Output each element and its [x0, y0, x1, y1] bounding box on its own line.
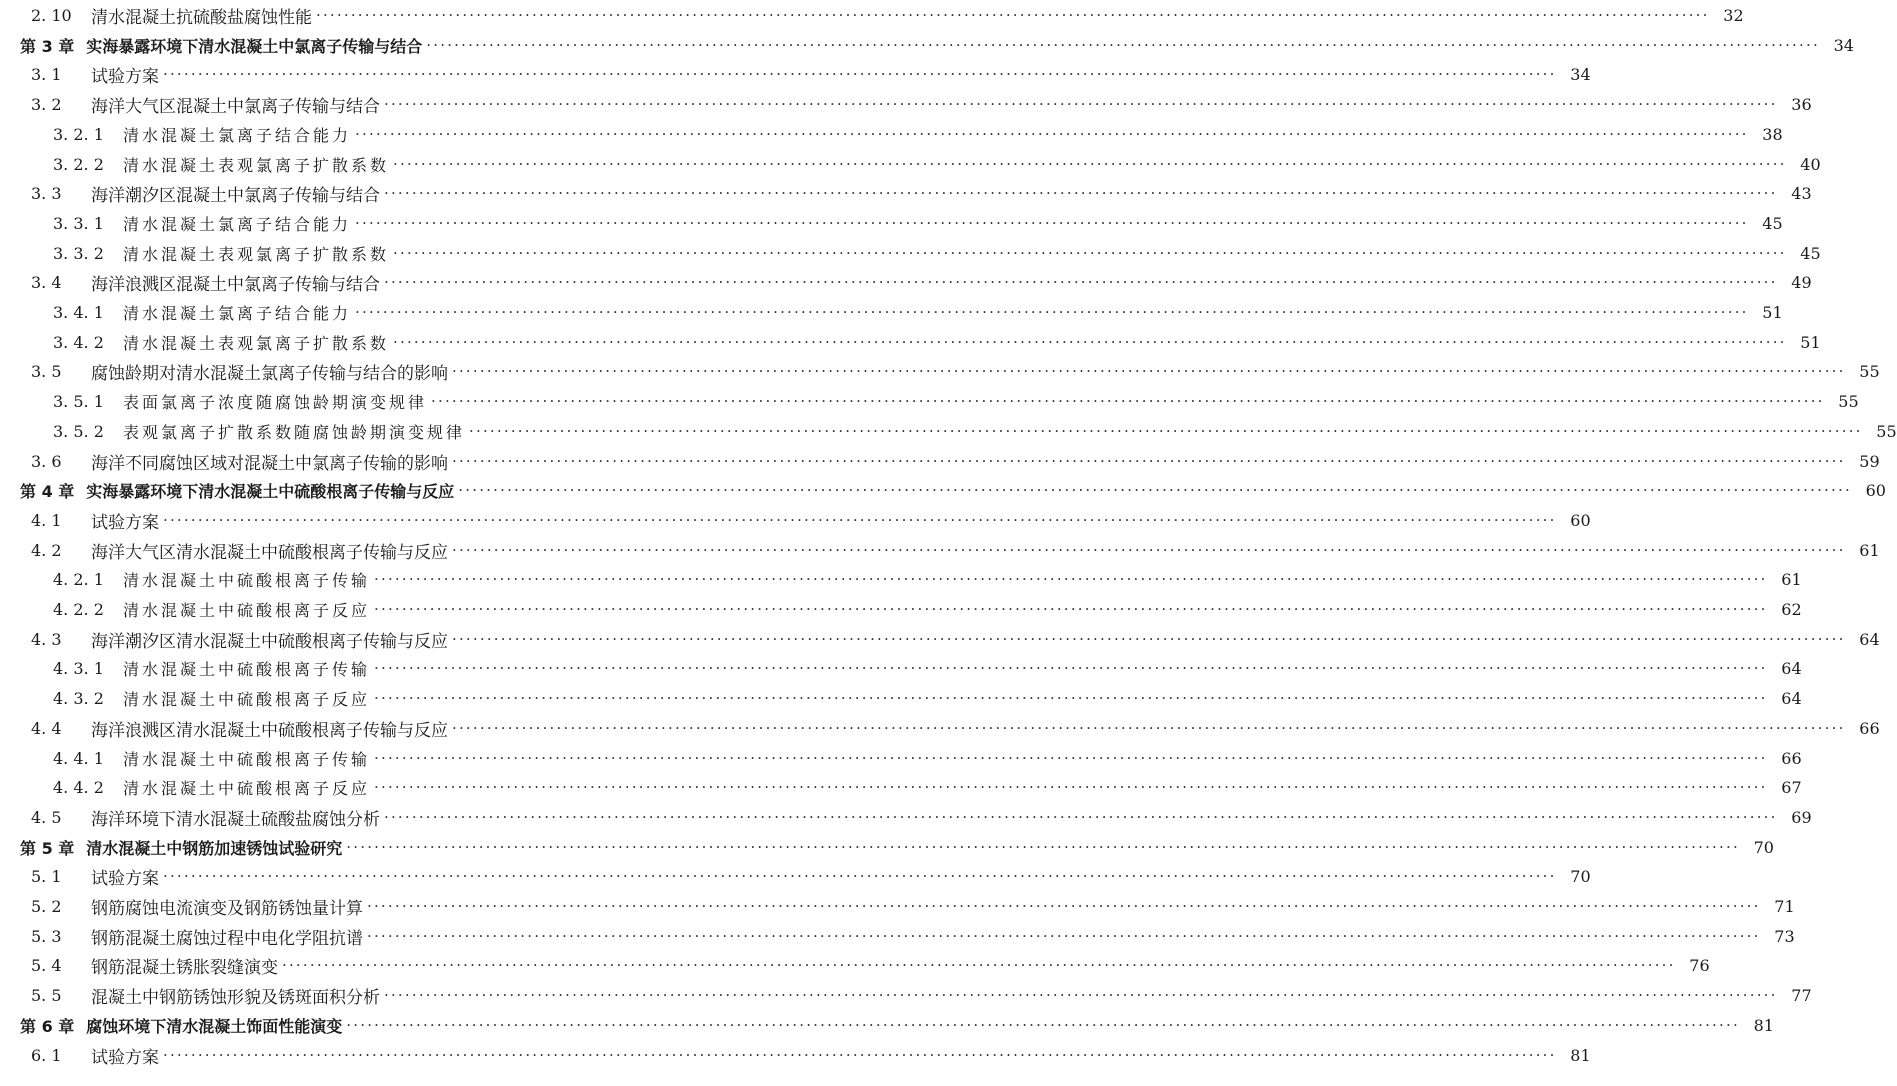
toc-entry [0, 1, 1744, 30]
toc-entry-title: 试验方案 [91, 1047, 159, 1068]
toc-entry-page: 55 [1876, 421, 1897, 441]
toc-entry-page: 34 [1570, 65, 1591, 85]
toc-entry-page: 62 [1781, 600, 1802, 619]
toc-entry [0, 239, 1821, 268]
toc-entry-page: 64 [1781, 689, 1802, 709]
toc-entry-title: 试验方案 [91, 67, 159, 88]
toc-entry [0, 892, 1795, 921]
toc-entry-number: 5. 2 [31, 897, 62, 916]
toc-entry-page: 61 [1859, 540, 1880, 560]
toc-entry [0, 714, 1880, 743]
toc-entry-title: 清水混凝土表观氯离子扩散系数 [123, 244, 390, 264]
toc-entry [0, 536, 1880, 565]
toc-entry-title: 钢筋腐蚀电流演变及钢筋锈蚀量计算 [91, 899, 363, 919]
toc-leader-dots: ········································································································································································································ [426, 35, 1820, 54]
toc-entry-number: 4. 3. 2 [53, 689, 104, 709]
toc-entry [0, 922, 1795, 951]
toc-entry-title: 海洋浪溅区混凝土中氯离子传输与结合 [91, 275, 380, 296]
toc-entry-page: 51 [1762, 303, 1783, 322]
toc-entry [0, 1041, 1591, 1070]
toc-entry-title: 海洋大气区混凝土中氯离子传输与结合 [91, 97, 380, 118]
toc-entry-page: 34 [1833, 35, 1854, 55]
toc-entry-number: 3. 1 [31, 65, 62, 85]
toc-leader-dots: ········································································································································································································ [374, 748, 1768, 767]
toc-entry-number: 3. 3. 1 [53, 213, 104, 233]
toc-entry [0, 90, 1812, 119]
toc-entry-page: 59 [1859, 451, 1880, 471]
toc-entry [0, 803, 1812, 832]
toc-entry-page: 64 [1859, 629, 1880, 649]
toc-entry-number: 3. 2. 1 [53, 124, 104, 144]
toc-leader-dots: ········································································································································································································ [346, 1015, 1740, 1034]
toc-entry-page: 55 [1859, 362, 1880, 382]
toc-entry-page: 38 [1762, 124, 1783, 144]
toc-entry-title: 清水混凝土中硫酸根离子反应 [123, 779, 371, 799]
toc-entry-page: 55 [1838, 392, 1859, 412]
toc-leader-dots: ········································································································································································································ [367, 897, 1761, 915]
toc-entry [0, 60, 1591, 89]
toc-entry-number: 3. 4. 1 [53, 303, 104, 322]
toc-entry-title: 清水混凝土氯离子结合能力 [123, 214, 352, 234]
toc-leader-dots: ········································································································································································································ [469, 421, 1863, 440]
toc-entry-title: 清水混凝土表观氯离子扩散系数 [123, 155, 390, 175]
toc-entry-title: 试验方案 [91, 869, 159, 890]
toc-entry [0, 417, 1897, 446]
toc-entry-title: 腐蚀环境下清水混凝土饰面性能演变 [86, 1016, 343, 1036]
toc-entry-page: 40 [1800, 154, 1821, 174]
toc-entry-number: 3. 6 [31, 451, 62, 471]
toc-entry-title: 清水混凝土中硫酸根离子反应 [123, 690, 371, 710]
toc-leader-dots: ········································································································································································································ [374, 778, 1768, 797]
toc-entry-number: 3. 3 [31, 184, 62, 204]
toc-entry-number: 4. 2 [31, 540, 62, 560]
toc-entry [0, 744, 1802, 773]
toc-entry-page: 60 [1570, 510, 1591, 530]
toc-leader-dots: ········································································································································································································ [452, 718, 1846, 737]
toc-entry-page: 77 [1791, 986, 1812, 1006]
toc-leader-dots: ········································································································································································································ [393, 243, 1787, 262]
toc-entry-number: 4. 2. 1 [53, 570, 104, 590]
toc-chapter-entry [0, 833, 1774, 862]
toc-entry-number: 4. 3. 1 [53, 659, 104, 679]
toc-entry-number: 4. 4 [31, 718, 62, 738]
toc-leader-dots: ········································································································································································································ [355, 303, 1749, 321]
toc-leader-dots: ········································································································································································································ [374, 689, 1768, 708]
toc-entry-title: 清水混凝土抗硫酸盐腐蚀性能 [91, 8, 312, 28]
toc-entry-number: 第 4 章 [20, 482, 75, 502]
toc-entry-title: 腐蚀龄期对清水混凝土氯离子传输与结合的影响 [91, 364, 448, 385]
toc-entry-number: 4. 2. 2 [53, 600, 104, 619]
toc-leader-dots: ········································································································································································································ [163, 1045, 1557, 1064]
toc-leader-dots: ········································································································································································································ [346, 837, 1740, 856]
toc-entry-number: 4. 5 [31, 807, 62, 827]
toc-entry-number: 3. 5. 1 [53, 392, 104, 412]
toc-leader-dots: ········································································································································································································ [355, 213, 1749, 232]
toc-entry-title: 海洋潮汐区清水混凝土中硫酸根离子传输与反应 [91, 631, 448, 652]
toc-chapter-entry [0, 476, 1886, 505]
toc-entry [0, 654, 1802, 683]
toc-entry-page: 66 [1859, 718, 1880, 738]
toc-entry-page: 64 [1781, 659, 1802, 679]
toc-entry-number: 4. 1 [31, 510, 62, 530]
toc-leader-dots: ········································································································································································································ [384, 807, 1778, 826]
toc-entry [0, 862, 1591, 891]
toc-entry-title: 实海暴露环境下清水混凝土中硫酸根离子传输与反应 [86, 482, 455, 502]
toc-entry-title: 海洋环境下清水混凝土硫酸盐腐蚀分析 [91, 809, 380, 830]
toc-entry-number: 3. 4 [31, 273, 62, 293]
toc-leader-dots: ········································································································································································································ [384, 273, 1778, 292]
toc-entry-page: 70 [1570, 867, 1591, 887]
toc-entry-page: 32 [1723, 6, 1744, 25]
toc-entry-page: 45 [1762, 213, 1783, 233]
toc-leader-dots: ········································································································································································································ [393, 154, 1787, 173]
toc-leader-dots: ········································································································································································································ [374, 659, 1768, 678]
toc-entry-number: 4. 4. 2 [53, 778, 104, 798]
toc-entry [0, 684, 1802, 713]
toc-entry-page: 45 [1800, 243, 1821, 263]
toc-entry-number: 4. 3 [31, 629, 62, 649]
toc-entry-title: 试验方案 [91, 512, 159, 533]
toc-entry-number: 3. 5 [31, 362, 62, 382]
toc-leader-dots: ········································································································································································································ [355, 124, 1749, 143]
toc-leader-dots: ········································································································································································································ [452, 629, 1846, 648]
toc-entry-page: 81 [1753, 1015, 1774, 1035]
toc-entry [0, 179, 1812, 208]
toc-entry-title: 清水混凝土中钢筋加速锈蚀试验研究 [86, 838, 343, 858]
toc-entry [0, 387, 1859, 416]
toc-leader-dots: ········································································································································································································ [384, 986, 1778, 1005]
toc-entry-title: 钢筋混凝土腐蚀过程中电化学阻抗谱 [91, 928, 363, 949]
toc-entry-page: 36 [1791, 95, 1812, 115]
toc-entry-title: 实海暴露环境下清水混凝土中氯离子传输与结合 [86, 36, 423, 56]
toc-entry [0, 565, 1802, 594]
toc-entry-title: 清水混凝土中硫酸根离子传输 [123, 749, 371, 769]
toc-entry-title: 海洋浪溅区清水混凝土中硫酸根离子传输与反应 [91, 720, 448, 741]
toc-entry-number: 3. 3. 2 [53, 243, 104, 263]
toc-entry-number: 第 3 章 [20, 36, 75, 56]
toc-leader-dots: ········································································································································································································ [163, 65, 1557, 84]
toc-leader-dots: ········································································································································································································ [163, 867, 1557, 886]
toc-entry-number: 2. 10 [31, 6, 72, 25]
toc-leader-dots: ········································································································································································································ [384, 184, 1778, 203]
toc-entry-page: 70 [1753, 837, 1774, 857]
toc-leader-dots: ········································································································································································································ [316, 6, 1710, 24]
toc-leader-dots: ········································································································································································································ [393, 332, 1787, 351]
toc-entry-page: 61 [1781, 570, 1802, 590]
toc-entry-number: 3. 4. 2 [53, 332, 104, 352]
toc-entry-title: 钢筋混凝土锈胀裂缝演变 [91, 958, 278, 979]
toc-chapter-entry [0, 31, 1854, 60]
toc-entry-title: 清水混凝土表观氯离子扩散系数 [123, 333, 390, 353]
toc-leader-dots: ········································································································································································································ [163, 510, 1557, 529]
toc-leader-dots: ········································································································································································································ [452, 540, 1846, 559]
toc-entry-title: 表观氯离子扩散系数随腐蚀龄期演变规律 [123, 422, 466, 442]
toc-entry-title: 海洋不同腐蚀区域对混凝土中氯离子传输的影响 [91, 453, 448, 474]
toc-entry [0, 981, 1812, 1010]
toc-entry [0, 298, 1783, 327]
toc-entry-page: 60 [1865, 481, 1886, 501]
toc-leader-dots: ········································································································································································································ [452, 451, 1846, 470]
toc-entry-page: 67 [1781, 778, 1802, 798]
toc-leader-dots: ········································································································································································································ [452, 362, 1846, 381]
toc-entry [0, 209, 1783, 238]
toc-entry-title: 清水混凝土氯离子结合能力 [123, 304, 352, 323]
toc-leader-dots: ········································································································································································································ [431, 392, 1825, 411]
toc-entry-page: 66 [1781, 748, 1802, 768]
toc-entry-page: 73 [1774, 926, 1795, 946]
toc-entry-title: 清水混凝土中硫酸根离子反应 [123, 601, 371, 620]
toc-chapter-entry [0, 1011, 1774, 1040]
toc-entry-title: 混凝土中钢筋锈蚀形貌及锈斑面积分析 [91, 988, 380, 1009]
toc-entry [0, 357, 1880, 386]
toc-entry-number: 6. 1 [31, 1045, 62, 1065]
toc-entry-number: 3. 5. 2 [53, 421, 104, 441]
toc-entry [0, 120, 1783, 149]
toc-entry-number: 第 5 章 [20, 838, 75, 858]
toc-entry-page: 76 [1689, 956, 1710, 976]
toc-entry [0, 506, 1591, 535]
toc-leader-dots: ········································································································································································································ [458, 481, 1852, 500]
toc-entry [0, 447, 1880, 476]
toc-entry-number: 5. 1 [31, 867, 62, 887]
toc-entry-page: 49 [1791, 273, 1812, 293]
toc-entry [0, 268, 1812, 297]
toc-entry-page: 43 [1791, 184, 1812, 204]
toc-entry-number: 第 6 章 [20, 1016, 75, 1036]
toc-entry [0, 951, 1710, 980]
toc-entry [0, 328, 1821, 357]
toc-entry-title: 清水混凝土中硫酸根离子传输 [123, 571, 371, 591]
toc-entry-number: 3. 2. 2 [53, 154, 104, 174]
toc-leader-dots: ········································································································································································································ [374, 570, 1768, 589]
toc-entry-page: 51 [1800, 332, 1821, 352]
toc-entry-page: 81 [1570, 1045, 1591, 1065]
toc-entry-number: 3. 2 [31, 95, 62, 115]
toc-entry-number: 5. 5 [31, 986, 62, 1006]
toc-entry-title: 清水混凝土氯离子结合能力 [123, 125, 352, 145]
toc-entry-number: 5. 4 [31, 956, 62, 976]
toc-entry-page: 71 [1774, 897, 1795, 916]
toc-leader-dots: ········································································································································································································ [374, 600, 1768, 618]
toc-entry-title: 清水混凝土中硫酸根离子传输 [123, 660, 371, 680]
toc-entry-number: 4. 4. 1 [53, 748, 104, 768]
toc-entry-page: 69 [1791, 807, 1812, 827]
toc-entry-title: 海洋大气区清水混凝土中硫酸根离子传输与反应 [91, 542, 448, 563]
toc-entry-title: 海洋潮汐区混凝土中氯离子传输与结合 [91, 186, 380, 207]
toc-entry [0, 595, 1802, 624]
toc-entry [0, 150, 1821, 179]
toc-entry [0, 773, 1802, 802]
toc-entry-title: 表面氯离子浓度随腐蚀龄期演变规律 [123, 393, 428, 413]
toc-leader-dots: ········································································································································································································ [384, 95, 1778, 114]
toc-leader-dots: ········································································································································································································ [367, 926, 1761, 945]
toc-entry-number: 5. 3 [31, 926, 62, 946]
toc-leader-dots: ········································································································································································································ [282, 956, 1676, 975]
toc-entry [0, 625, 1880, 654]
